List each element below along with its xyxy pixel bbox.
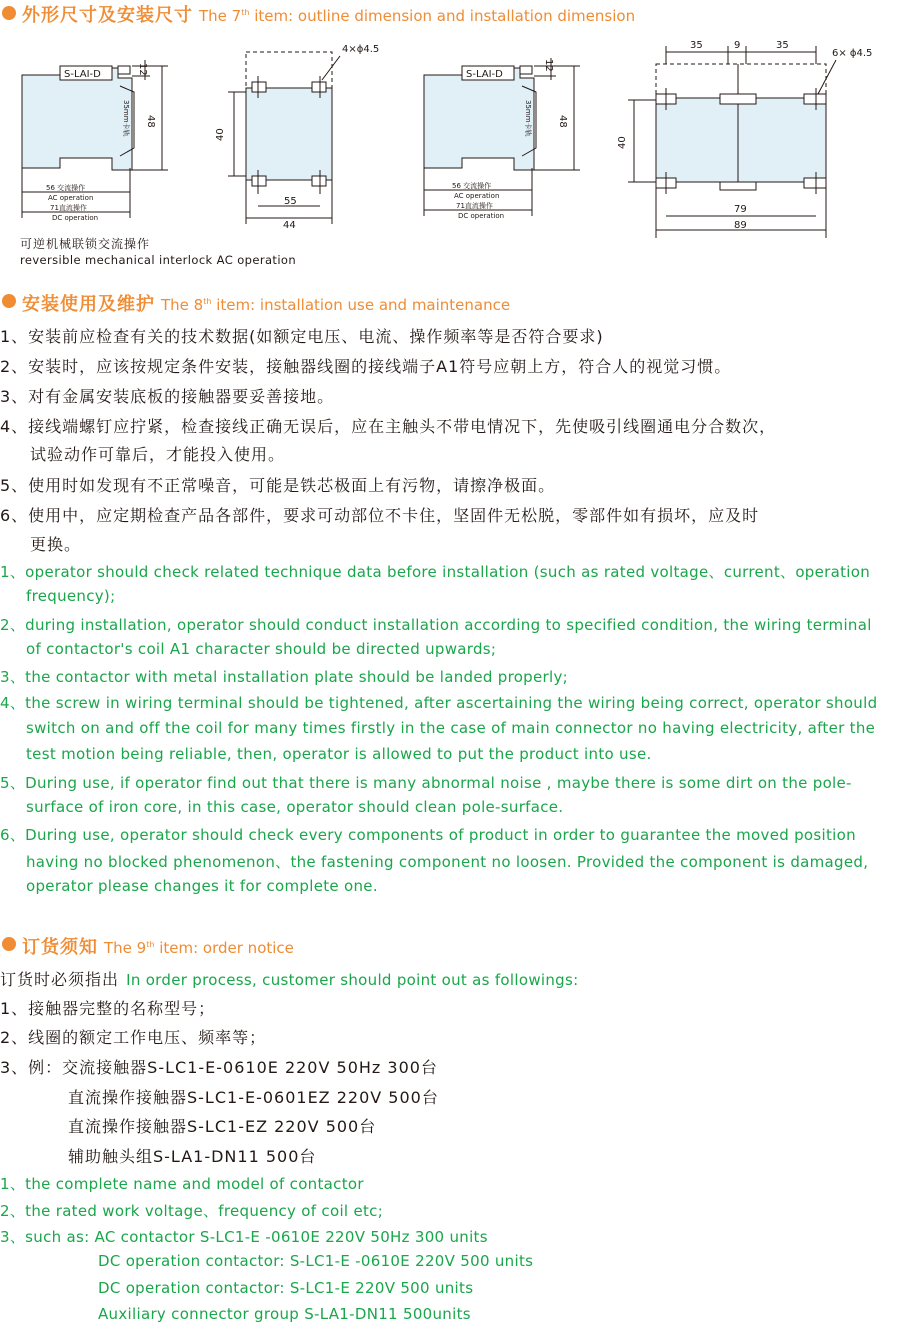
figure-2-dim-55: 55 (284, 196, 297, 207)
section-9-bullet (2, 937, 16, 951)
figure-4-dim-79: 79 (734, 204, 747, 215)
figure-1-dim-12: 12 (137, 63, 148, 76)
sec9-en-line-3d: Auxiliary connector group S-LA1-DN11 500units (98, 1305, 471, 1323)
figure-4-dim-9: 9 (734, 40, 741, 51)
sec8-en-line-6b: having no blocked phenomenon、the fastening component no loosen. Provided the component is damaged, (26, 853, 869, 871)
section-9-title-cn: 订货须知 (22, 937, 98, 958)
sec8-en-line-4: 4、the screw in wiring terminal should be tightened, after ascertaining the wiring being correct, operator should (0, 694, 878, 712)
sec9-intro-en: In order process, customer should point out as followings: (126, 971, 579, 989)
sec9-en-line-3: 3、such as: AC contactor S-LC1-E -0610E 220V 50Hz 300 units (0, 1228, 488, 1246)
sec9-cn-line-1: 1、接触器完整的名称型号； (0, 999, 216, 1018)
sec9-cn-line-3d: 辅助触头组S-LA1-DN11 500台 (68, 1147, 317, 1166)
figure-1-dc-cn: 71直流操作 (50, 204, 87, 212)
figure-1-dim-48: 48 (145, 115, 156, 128)
figure-3-dim-12: 12 (543, 59, 554, 72)
sec8-cn-line-4: 4、接线端螺钉应拧紧，检查接线正确无误后，应在主触头不带电情况下，先使吸引线圈通电分合数次， (0, 417, 777, 436)
sec9-en-line-3c: DC operation contactor: S-LC1-E 220V 500 units (98, 1279, 474, 1297)
sec8-cn-line-3: 3、对有金属安装底板的接触器要妥善接地。 (0, 387, 335, 406)
section-8-bullet (2, 294, 16, 308)
sec8-cn-line-2: 2、安装时，应该按规定条件安装，接触器线圈的接线端子A1符号应朝上方，符合人的视觉习惯。 (0, 357, 732, 376)
sec8-cn-line-4b: 试验动作可靠后，才能投入使用。 (30, 445, 286, 464)
sec8-en-line-1: 1、operator should check related technique data before installation (such as rated voltage、current、operation (0, 563, 871, 581)
section-9-title-en: The 9th item: order notice (104, 939, 294, 957)
sec8-en-line-6: 6、During use, operator should check every components of product in order to guarantee the moved position (0, 826, 856, 844)
figure-3-dim-48: 48 (557, 115, 568, 128)
sec8-en-line-2: 2、during installation, operator should conduct installation according to specified condition, the wiring terminal (0, 616, 872, 634)
figure-1-dc-en: DC operation (52, 214, 99, 222)
sec8-en-line-5b: surface of iron core, in this case, operator should clean pole-surface. (26, 798, 564, 816)
sec8-en-line-2b: of contactor's coil A1 character should be directed upwards; (26, 640, 497, 658)
section-7-bullet (2, 6, 16, 20)
sec9-cn-line-3c: 直流操作接触器S-LC1-EZ 220V 500台 (68, 1117, 377, 1136)
figure-caption-en: reversible mechanical interlock AC operation (20, 253, 297, 267)
section-7-heading (22, 1, 635, 27)
sec8-en-line-6c: operator please changes it for complete one. (26, 877, 378, 895)
section-7-title-en: The 7th item: outline dimension and installation dimension (199, 7, 636, 25)
figure-2-holes: 4×ϕ4.5 (342, 44, 380, 55)
figure-3-dc-cn: 71直流操作 (456, 202, 493, 210)
sec8-cn-line-5: 5、使用时如发现有不正常噪音，可能是铁芯极面上有污物，请擦净极面。 (0, 476, 556, 495)
figure-3-side-view (424, 58, 580, 220)
section-8-title-cn: 安装使用及维护 (22, 294, 155, 315)
sec9-intro-cn: 订货时必须指出 (0, 970, 120, 989)
sec8-cn-line-6b: 更换。 (30, 535, 82, 554)
figure-1-side-view (22, 60, 168, 222)
section-8-heading (22, 290, 510, 316)
figure-4-dim-89: 89 (734, 220, 747, 231)
sec9-cn-line-2: 2、线圈的额定工作电压、频率等； (0, 1028, 267, 1047)
figure-1-model-label: S-LAI-D (64, 69, 101, 80)
figure-4-holes: 6× ϕ4.5 (832, 48, 873, 59)
sec9-en-line-3b: DC operation contactor: S-LC1-E -0610E 220V 500 units (98, 1252, 534, 1270)
sec8-en-line-3: 3、the contactor with metal installation plate should be landed properly; (0, 668, 569, 686)
section-8-title-en: The 8th item: installation use and maintenance (161, 296, 511, 314)
sec8-en-line-4c: test motion being reliable, then, operator is allowed to put the product into use. (26, 745, 652, 763)
figure-1-rail: 35mm卡轨 (122, 100, 130, 137)
figure-caption-cn: 可逆机械联锁交流操作 (20, 237, 151, 251)
figure-3-rail: 35mm卡轨 (524, 100, 532, 137)
figure-2-front-view (215, 44, 379, 231)
figure-3-model-label: S-LAI-D (466, 69, 503, 80)
figure-2-dim-44: 44 (283, 220, 296, 231)
figure-1-ac-cn: 56 交流操作 (46, 184, 86, 192)
sec9-en-line-1: 1、the complete name and model of contactor (0, 1175, 364, 1193)
figure-3-dc-en: DC operation (458, 212, 505, 220)
figure-3-ac-en: AC operation (454, 192, 500, 200)
sec9-cn-line-3b: 直流操作接触器S-LC1-E-0601EZ 220V 500台 (68, 1088, 439, 1107)
sec8-en-line-5: 5、During use, if operator find out that there is many abnormal noise , maybe there is some dirt on the pole- (0, 774, 852, 792)
section-7-title-cn: 外形尺寸及安装尺寸 (22, 5, 193, 26)
figure-4-front-view (617, 40, 872, 238)
sec9-intro (0, 967, 578, 990)
figure-4-dim-35a: 35 (690, 40, 703, 51)
figure-4-dim-35b: 35 (776, 40, 789, 51)
sec8-cn-line-6: 6、使用中，应定期检查产品各部件，要求可动部位不卡住，坚固件无松脱，零部件如有损坏，应及时 (0, 506, 760, 525)
figure-3-ac-cn: 56 交流操作 (452, 182, 492, 190)
sec9-en-line-2: 2、the rated work voltage、frequency of coil etc; (0, 1202, 384, 1220)
sec8-cn-line-1: 1、安装前应检查有关的技术数据(如额定电压、电流、操作频率等是否符合要求) (0, 327, 604, 346)
section-9-heading (22, 933, 294, 959)
figure-4-dim-40: 40 (617, 136, 628, 149)
sec8-en-line-4b: switch on and off the coil for many times firstly in the case of main connector no having electricity, after the (26, 719, 876, 737)
figure-2-dim-40: 40 (215, 128, 226, 141)
sec9-cn-line-3: 3、例：交流接触器S-LC1-E-0610E 220V 50Hz 300台 (0, 1058, 438, 1077)
sec8-en-line-1b: frequency); (26, 587, 116, 605)
figure-1-ac-en: AC operation (48, 194, 94, 202)
